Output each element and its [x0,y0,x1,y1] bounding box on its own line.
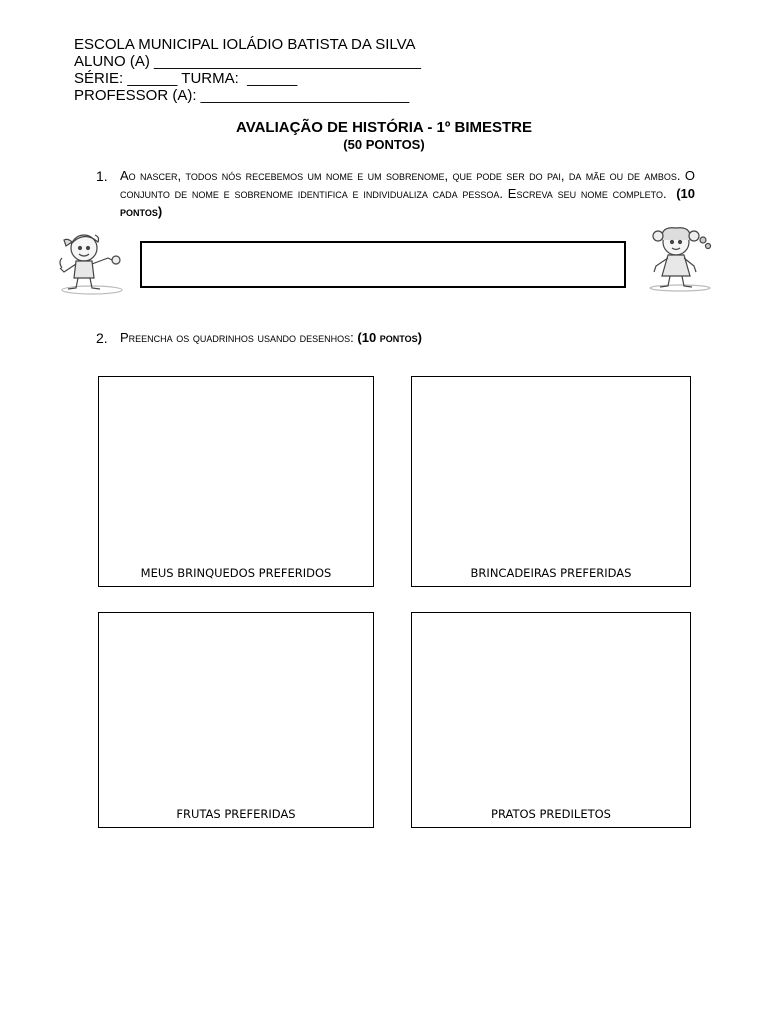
grade-class-field[interactable]: SÉRIE: ______ TURMA: ______ [74,70,298,87]
school-name: ESCOLA MUNICIPAL IOLÁDIO BATISTA DA SILVA [74,36,416,53]
drawing-box-label: FRUTAS PREFERIDAS [176,807,296,821]
student-field[interactable]: ALUNO (A) ________________________________ [74,53,421,70]
drawing-box-favorite-dishes[interactable] [411,612,691,828]
page-subtitle-points: (50 PONTOS) [343,137,425,152]
girl-cartoon-icon [636,222,720,292]
drawing-box-favorite-games[interactable] [411,376,691,587]
question-2-body: Preencha os quadrinhos usando desenhos: [120,330,354,345]
question-1-text [120,167,695,221]
question-2-points: (10 pontos) [357,330,422,345]
full-name-answer-box[interactable] [140,241,626,288]
question-1-body: Ao nascer, todos nós recebemos um nome e um sobrenome, que pode ser do pai, da mãe ou de ambos. O conjunto de nome e sobrenome identifica e individualiza cada pessoa. Escreva seu nome completo. [120,168,695,201]
drawing-box-label: MEUS BRINQUEDOS PREFERIDOS [140,566,332,580]
drawing-box-favorite-fruits[interactable] [98,612,374,828]
page-title: AVALIAÇÃO DE HISTÓRIA - 1º BIMESTRE [235,119,533,136]
teacher-field[interactable]: PROFESSOR (A): _________________________ [74,87,410,104]
drawing-box-favorite-toys[interactable] [98,376,374,587]
question-2-text [120,329,695,347]
drawing-box-label: PRATOS PREDILETOS [491,807,611,821]
question-2-number: 2. [96,330,108,346]
drawing-box-label: BRINCADEIRAS PREFERIDAS [470,566,632,580]
boy-cartoon-icon [52,228,134,296]
question-1-number: 1. [96,168,108,184]
question-1-points: (10 pontos) [120,186,695,219]
